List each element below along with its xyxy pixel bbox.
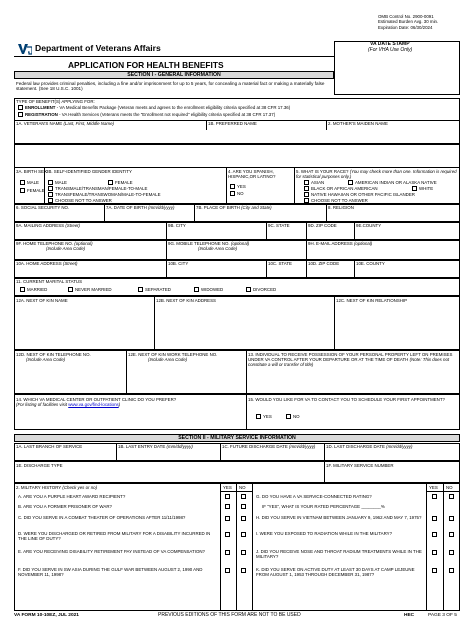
penalty-text: Federal law provides criminal penalties, including a fine and/or imprisonment for up to 5 years, for concealing a material fact or making a materially false statement. (See 18 U.S.C. 1001) — [16, 81, 325, 92]
mh-f-yes-checkbox[interactable] — [225, 568, 230, 573]
gender-transfemale-option[interactable]: TRANSFEMALE/TRANSWOMAN/MALE-TO-FEMALE — [48, 192, 161, 197]
mh-a-no-checkbox[interactable] — [241, 494, 246, 499]
field-3b-gender-identity: 3B. SELF-IDENTIFIED GENDER IDENTITY — [46, 169, 132, 174]
enrollment-checkbox[interactable] — [18, 105, 23, 110]
mh-i-yes-checkbox[interactable] — [432, 532, 437, 537]
field-9g-mobile-phone[interactable]: 9G. MOBILE TELEPHONE NO. (optional) (Include Area Code) — [168, 241, 250, 251]
field-7b-place-of-birth[interactable]: 7B. PLACE OF BIRTH (City and State) — [196, 205, 272, 210]
mh-question-b: B. ARE YOU A FORMER PRISONER OF WAR? — [18, 504, 112, 509]
field-3a-birth-sex: 3A. BIRTH SEX — [16, 169, 47, 174]
mh-rated-percentage[interactable]: IF "YES", WHAT IS YOUR RATED PERCENTAGE ________% — [262, 504, 385, 509]
field-10a-home-address[interactable]: 10A. HOME ADDRESS (Street) — [16, 261, 78, 266]
schedule-no-option[interactable]: NO — [286, 414, 300, 419]
field-8-religion[interactable]: 8. RELIGION — [328, 205, 354, 210]
race-white-option[interactable]: WHITE — [412, 186, 433, 191]
hispanic-no-option[interactable]: NO — [230, 191, 244, 196]
section-2-title: SECTION II - MILITARY SERVICE INFORMATION — [14, 434, 460, 442]
mh-question-i: I. WERE YOU EXPOSED TO RADIATION WHILE IN THE MILITARY? — [256, 531, 393, 536]
mh-question-k: K. DID YOU SERVE ON ACTIVE DUTY AT LEAST 30 DAYS AT CAMP LEJEUNE FROM AUGUST 1, 1953 THROUGH DECEMBER 31, 1987? — [256, 567, 415, 577]
mh-g-no-checkbox[interactable] — [449, 494, 454, 499]
field-10b-city[interactable]: 10B. CITY — [168, 261, 189, 266]
mh-e-no-checkbox[interactable] — [241, 550, 246, 555]
omb-control: OMB Control No. 2900-0091 — [378, 14, 434, 19]
mh-h-yes-checkbox[interactable] — [432, 516, 437, 521]
mh-question-d: D. WERE YOU DISCHARGED OR RETIRED FROM MILITARY FOR A DISABILITY INCURRED IN THE LINE OF DUTY? — [18, 531, 211, 541]
marital-married-option[interactable]: MARRIED — [20, 287, 47, 292]
field-1a-veteran-name[interactable]: 1A. VETERAN'S NAME (Last, First, Middle Name) — [16, 121, 114, 126]
field-s2-1f-service-number[interactable]: 1F. MILITARY SERVICE NUMBER — [326, 463, 394, 468]
dept-name: Department of Veterans Affairs — [35, 43, 161, 53]
field-9b-city[interactable]: 9B. CITY — [168, 223, 186, 228]
race-no-answer-option[interactable]: CHOOSE NOT TO ANSWER — [304, 198, 368, 203]
mh-g-yes-checkbox[interactable] — [432, 494, 437, 499]
footer-form-number: VA FORM 10-10EZ, JUL 2021 — [14, 613, 79, 618]
field-s2-1a-branch[interactable]: 1A. LAST BRANCH OF SERVICE — [16, 444, 83, 449]
omb-burden: Estimated Burden Avg. 30 min. — [378, 19, 439, 25]
mh-k-yes-checkbox[interactable] — [432, 568, 437, 573]
footer-page-number: PAGE 3 OF 5 — [428, 613, 457, 618]
benefit-type-label: TYPE OF BENEFIT(S) APPLYING FOR: — [16, 99, 95, 104]
mh-k-no-checkbox[interactable] — [449, 568, 454, 573]
mh-question-a: A. ARE YOU A PURPLE HEART AWARD RECIPIENT? — [18, 494, 126, 499]
field-12e-kin-work-phone[interactable]: 12E. NEXT OF KIN WORK TELEPHONE NO. (Include Area Code) — [128, 352, 218, 362]
race-aian-option[interactable]: AMERICAN INDIAN OR ALASKA NATIVE — [348, 180, 437, 185]
form-title: APPLICATION FOR HEALTH BENEFITS — [68, 60, 224, 70]
marital-divorced-option[interactable]: DIVORCED — [246, 287, 276, 292]
mh-b-no-checkbox[interactable] — [241, 504, 246, 509]
mh-d-no-checkbox[interactable] — [241, 532, 246, 537]
field-6-ssn[interactable]: 6. SOCIAL SECURITY NO. — [16, 205, 70, 210]
race-black-option[interactable]: BLACK OR AFRICAN AMERICAN — [304, 186, 378, 191]
field-s2-1d-last-discharge[interactable]: 1D. LAST DISCHARGE DATE (mm/dd/yyyy) — [326, 444, 413, 449]
field-9d-zip[interactable]: 9D. ZIP CODE — [308, 223, 337, 228]
mh-e-yes-checkbox[interactable] — [225, 550, 230, 555]
mh-h-no-checkbox[interactable] — [449, 516, 454, 521]
field-13-property-recipient[interactable]: 13. INDIVIDUAL TO RECEIVE POSSESSION OF YOUR PERSONAL PROPERTY LEFT ON PREMISES UNDER VA CONTROL AFTER YOUR DEPARTURE OR AT THE TIME OF DEATH (Note: This does not constitute a will or transfer of title) — [248, 352, 453, 367]
mh-i-no-checkbox[interactable] — [449, 532, 454, 537]
marital-widowed-option[interactable]: WIDOWED — [194, 287, 223, 292]
field-9e-county[interactable]: 9E.COUNTY — [356, 223, 382, 228]
gender-male-option[interactable]: MALE — [48, 180, 67, 185]
footer-previous-editions: PREVIOUS EDITIONS OF THIS FORM ARE NOT TO BE USED — [158, 612, 301, 618]
gender-transmale-option[interactable]: TRANSMALE/TRANSMAN/FEMALE-TO-MALE — [48, 186, 147, 191]
mh-j-yes-checkbox[interactable] — [432, 550, 437, 555]
enrollment-option[interactable]: ENROLLMENT - VA Medical Benefits Package (Veteran meets and agrees to the enrollment eligibility criteria specified at 38 CFR 17.36) — [18, 105, 290, 110]
field-s2-1e-discharge-type[interactable]: 1E. DISCHARGE TYPE — [16, 463, 63, 468]
field-4-hispanic: 4. ARE YOU SPANISH, HISPANIC,OR LATINO? — [228, 169, 276, 179]
va-logo-icon — [18, 42, 32, 54]
field-s2-1b-entry-date[interactable]: 1B. LAST ENTRY DATE (mm/dd/yyyy) — [118, 444, 193, 449]
mh-c-yes-checkbox[interactable] — [225, 516, 230, 521]
mh-c-no-checkbox[interactable] — [241, 516, 246, 521]
field-9h-email[interactable]: 9H. E-MAIL ADDRESS (optional) — [308, 241, 373, 246]
no-header-left: NO — [239, 485, 246, 490]
field-1b-preferred-name[interactable]: 1B. PREFERRED NAME — [208, 121, 257, 126]
field-s2-1c-future-discharge[interactable]: 1C. FUTURE DISCHARGE DATE (mm/dd/yyyy) — [222, 444, 316, 449]
field-11-marital-status: 11. CURRENT MARITAL STATUS — [16, 279, 83, 284]
mh-b-yes-checkbox[interactable] — [225, 504, 230, 509]
mh-f-no-checkbox[interactable] — [241, 568, 246, 573]
no-header-right: NO — [446, 485, 453, 490]
field-9c-state[interactable]: 9C. STATE — [268, 223, 290, 228]
mh-d-yes-checkbox[interactable] — [225, 532, 230, 537]
registration-option[interactable]: REGISTRATION - VA Health Services (Veterans meets the "Enrollment not required" eligibility criteria specified at 38 CFR 17.37) — [18, 112, 275, 117]
field-12a-kin-name[interactable]: 12A. NEXT OF KIN NAME — [16, 298, 68, 303]
schedule-yes-option[interactable]: YES — [256, 414, 272, 419]
registration-checkbox[interactable] — [18, 112, 23, 117]
mh-question-g: G. DO YOU HAVE A VA SERVICE-CONNECTED RATING? — [256, 494, 372, 499]
gender-female-option[interactable]: FEMALE — [108, 180, 133, 185]
field-10d-zip[interactable]: 10D. ZIP CODE — [308, 261, 340, 266]
marital-never-option[interactable]: NEVER MARRIED — [68, 287, 112, 292]
mh-question-j: J. DID YOU RECEIVE NOSE AND THROAT RADIUM TREATMENTS WHILE IN THE MILITARY? — [256, 549, 422, 559]
field-s2-2-military-history: 2. MILITARY HISTORY (Check yes or no) — [16, 485, 98, 490]
field-14-preferred-facility[interactable]: 14. WHICH VA MEDICAL CENTER OR OUTPATIENT CLINIC DO YOU PREFER? (For listing of facilities visit www.va.gov/find-locations) — [16, 397, 177, 407]
yes-header-left: YES — [223, 485, 232, 490]
mh-question-f: F. DID YOU SERVE IN SW ASIA DURING THE GULF WAR BETWEEN AUGUST 2, 1990 AND NOVEMBER 11, 1998? — [18, 567, 203, 577]
field-9f-home-phone[interactable]: 9F. HOME TELEPHONE NO. (optional) (Include Area Code) — [16, 241, 93, 251]
marital-separated-option[interactable]: SEPARATED — [138, 287, 171, 292]
facility-locator-link[interactable]: www.va.gov/find-locations — [68, 402, 119, 407]
field-10c-state[interactable]: 10C. STATE — [268, 261, 292, 266]
gender-no-answer-option[interactable]: CHOOSE NOT TO ANSWER — [48, 198, 112, 203]
omb-expiration: Expiration Date: 06/30/2024 — [378, 24, 433, 30]
field-15-contact-schedule: 15. WOULD YOU LIKE FOR VA TO CONTACT YOU TO SCHEDULE YOUR FIRST APPOINTMENT? — [248, 397, 445, 402]
mh-question-h: H. DID YOU SERVE IN VIETNAM BETWEEN JANUARY 9, 1962 AND MAY 7, 1975? — [256, 515, 422, 520]
form-page — [8, 12, 466, 622]
mh-question-e: E. ARE YOU RECEIVING DISABILITY RETIREMENT PAY INSTEAD OF VA COMPENSATION? — [18, 549, 205, 554]
hispanic-yes-option[interactable]: YES — [230, 184, 246, 189]
footer-hec: HEC — [404, 613, 415, 618]
mh-question-c: C. DID YOU SERVE IN A COMBAT THEATER OF OPERATIONS AFTER 11/11/1998? — [18, 515, 186, 520]
field-9a-mailing-address[interactable]: 9A. MAILING ADDRESS (Street) — [16, 223, 80, 228]
section-1-title: SECTION I - GENERAL INFORMATION — [14, 71, 334, 79]
field-10e-county[interactable]: 10E. COUNTY — [356, 261, 385, 266]
mh-j-no-checkbox[interactable] — [449, 550, 454, 555]
field-2-mothers-maiden-name[interactable]: 2. MOTHER'S MAIDEN NAME — [328, 121, 388, 126]
stamp-sub: (For VHA Use Only) — [368, 47, 413, 53]
field-12c-kin-relationship[interactable]: 12C. NEXT OF KIN RELATIONSHIP — [336, 298, 408, 303]
omb-block — [378, 14, 438, 30]
field-12b-kin-address[interactable]: 12B. NEXT OF KIN ADDRESS — [156, 298, 216, 303]
sex-female-option[interactable]: FEMALE — [20, 188, 45, 193]
field-7a-dob[interactable]: 7A. DATE OF BIRTH (mm/dd/yyyy) — [106, 205, 175, 210]
sex-male-option[interactable]: MALE — [20, 180, 39, 185]
field-12d-kin-phone[interactable]: 12D. NEXT OF KIN TELEPHONE NO. (Include Area Code) — [16, 352, 91, 362]
field-5-race: 5. WHAT IS YOUR RACE? (You may check more than one. Information is required for statistical purposes only.) — [296, 169, 457, 179]
stamp-title: VA DATE STAMP — [370, 41, 410, 47]
race-asian-option[interactable]: ASIAN — [304, 180, 324, 185]
race-nhpi-option[interactable]: NATIVE HAWAIIAN OR OTHER PACIFIC ISLANDER — [304, 192, 415, 197]
mh-a-yes-checkbox[interactable] — [225, 494, 230, 499]
yes-header-right: YES — [429, 485, 438, 490]
